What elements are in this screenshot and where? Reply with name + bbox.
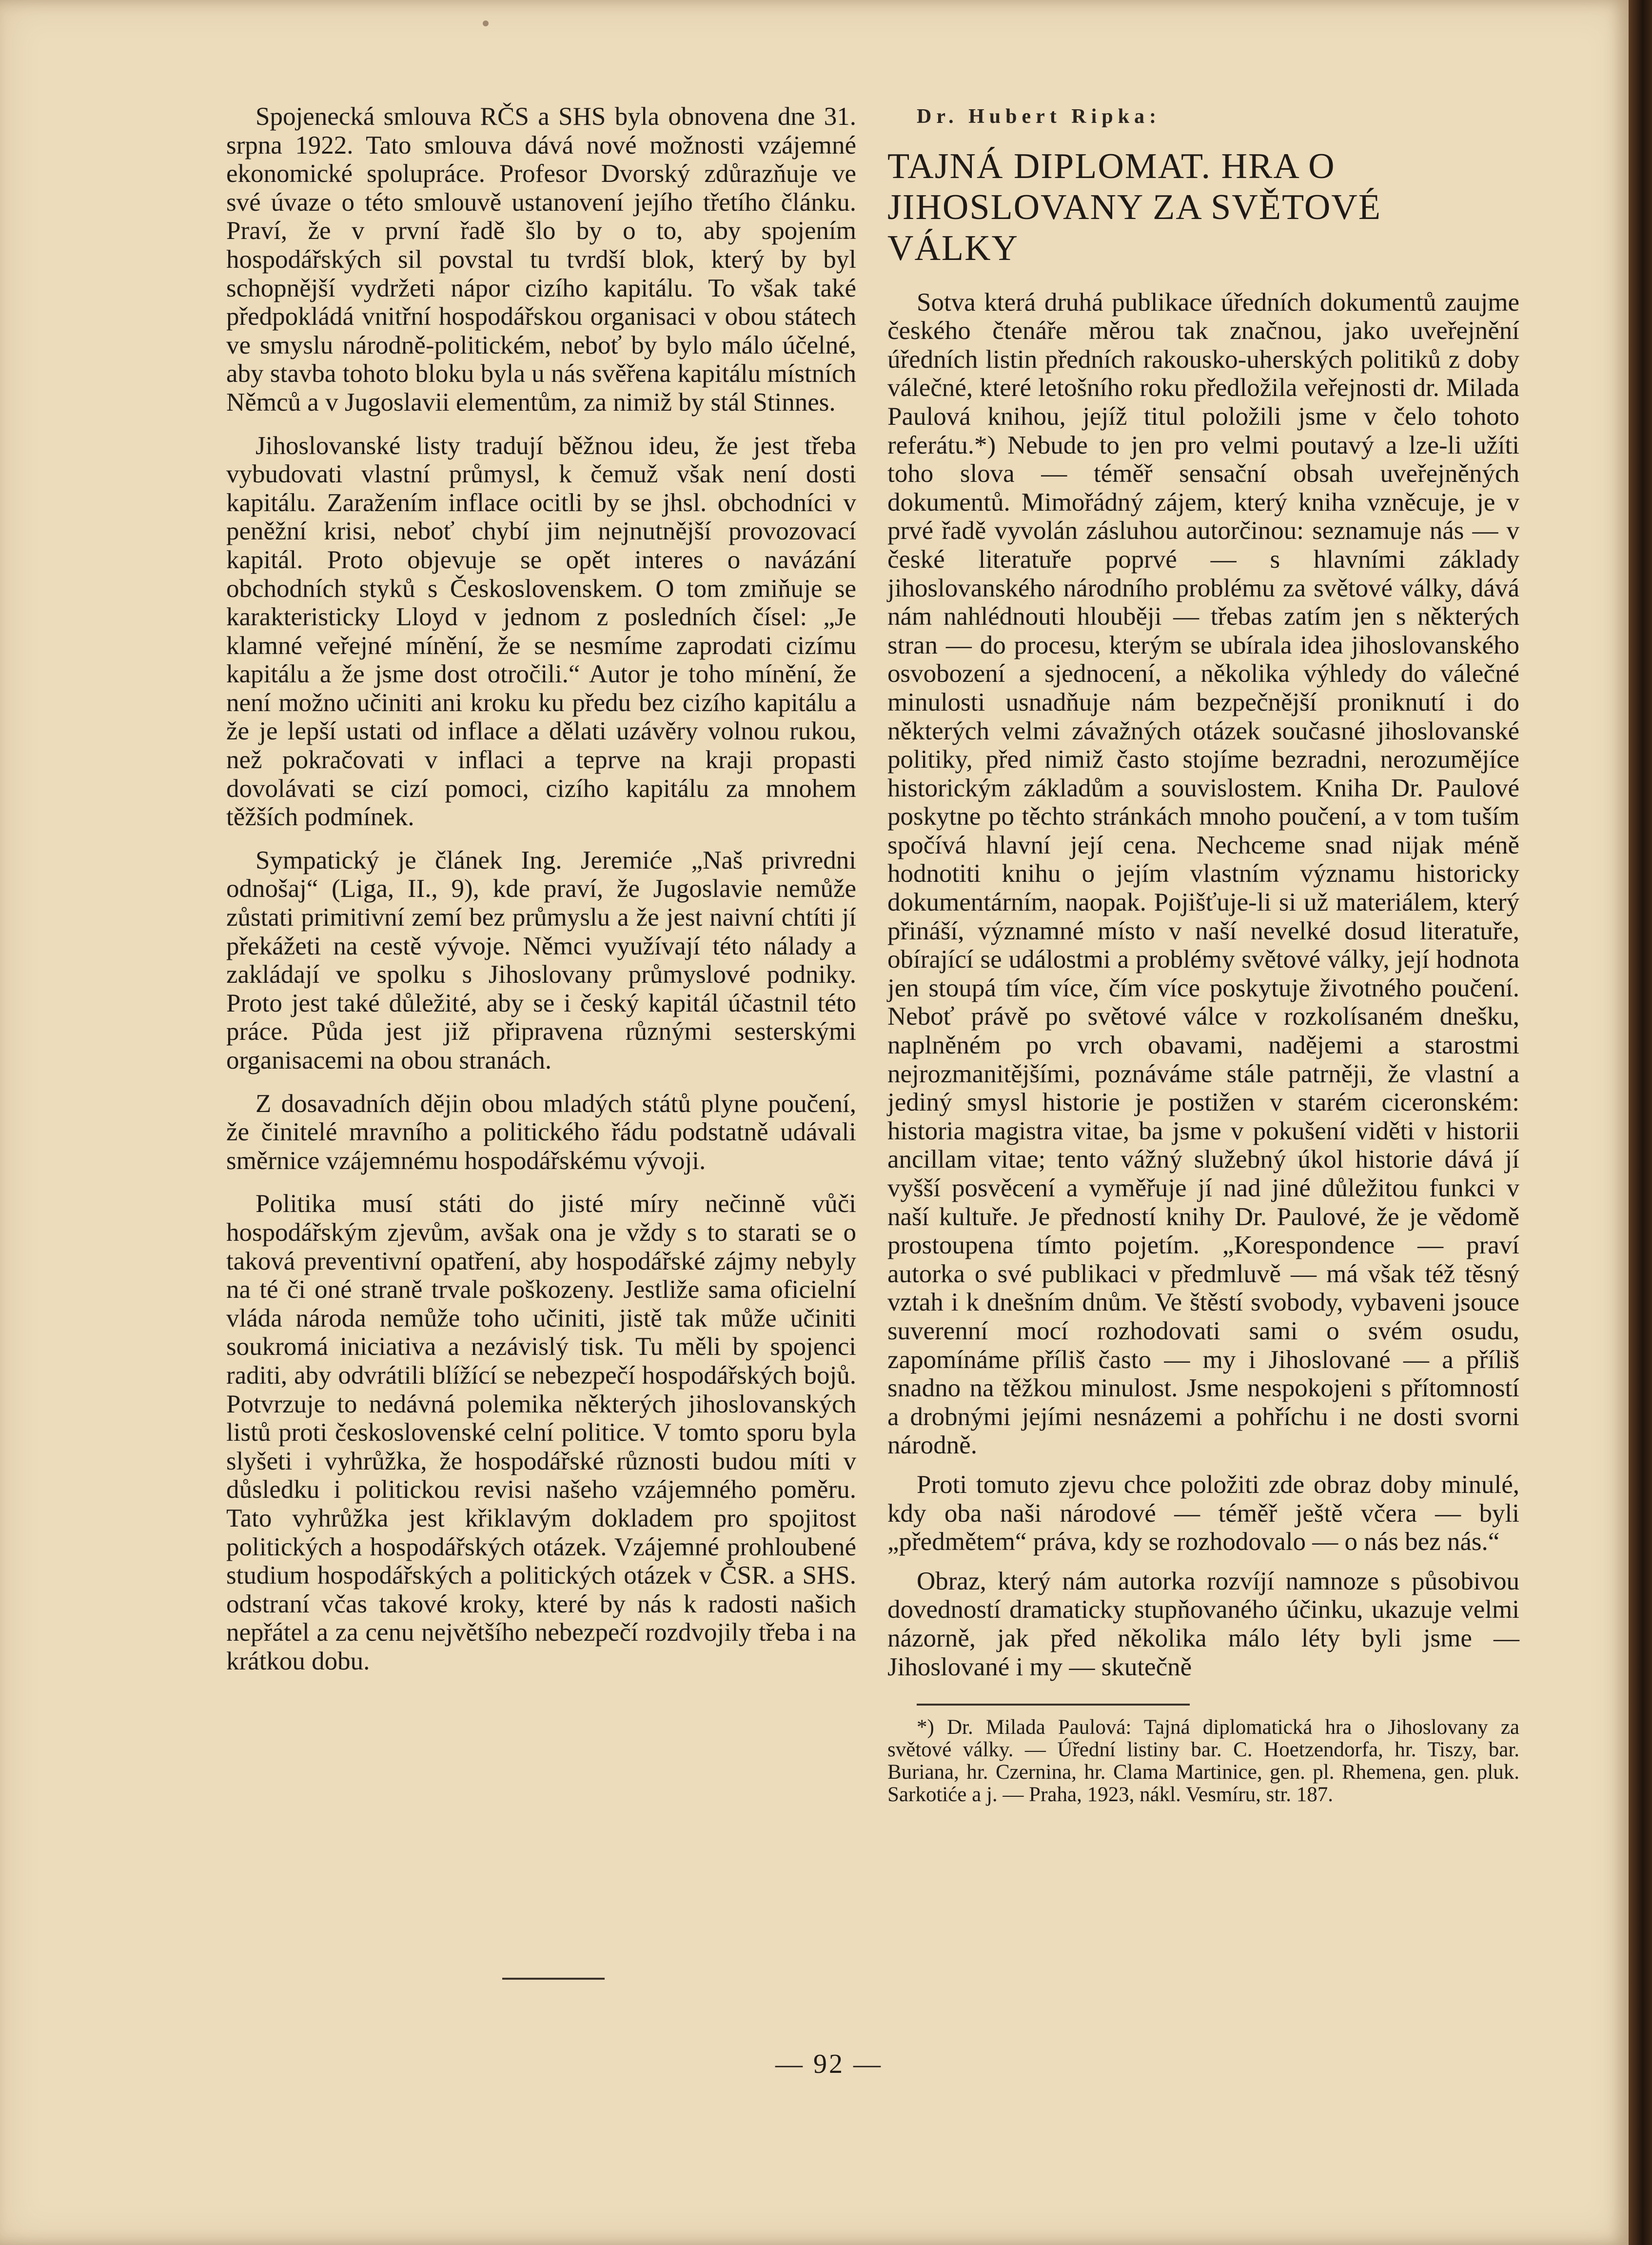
- page-number: — 92 —: [775, 2049, 883, 2079]
- right-paragraph-3: Obraz, který nám autorka rozvíjí namnoze s působivou dovedností dramaticky stupňovaného účinku, ukazuje velmi názorně, jak před několika málo léty byli jsme — Jihoslované i my — skutečně: [887, 1567, 1519, 1681]
- article-title: TAJNÁ DIPLOMAT. HRA O JIHOSLOVANY ZA SVĚTOVÉ VÁLKY: [887, 146, 1381, 268]
- article-byline: Dr. Hubert Ripka:: [917, 105, 1161, 128]
- right-column: [887, 102, 1519, 1821]
- left-paragraph-4: Z dosavadních dějin obou mladých států plyne poučení, že činitelé mravního a politického řádu podstatně udávali směrnice vzájemnému hospodářskému vývoji.: [226, 1089, 856, 1175]
- left-paragraph-5: Politika musí státi do jisté míry nečinně vůči hospodářským zjevům, avšak ona je vždy s to starati se o taková preventivní opatření, aby hospodářské zájmy nebyly na té či oné straně trvale poškozeny. Jestliže sama oficielní vláda národa nemůže toho učiniti, jistě tak může učiniti soukromá iniciativa a nezávislý tisk. Tu měli by spojenci raditi, aby odvrátili blížící se nebezpečí hospodářských bojů. Potvrzuje to nedávná polemika některých jihoslovanských listů proti československé celní politice. V tomto sporu byla slyšeti i vyhrůžka, že hospodářské různosti budou míti v důsledku i politickou revisi našeho vzájemného poměru. Tato vyhrůžka jest křiklavým dokladem pro spojitost politických a hospodářských otázek. Vzájemné prohloubené studium hospodářských a politických otázek v ČSR. a SHS. odstraní včas takové kroky, které by nás k radosti našich nepřátel a za cenu největšího nebezpečí rozdvojily třeba i na krátkou dobu.: [226, 1190, 856, 1675]
- footnote-rule: [917, 1704, 1190, 1706]
- right-paragraph-2: Proti tomuto zjevu chce položiti zde obraz doby minulé, kdy oba naši národové — téměř ještě včera — byli „předmětem“ práva, kdy se rozhodovalo — o nás bez nás.“: [887, 1470, 1519, 1556]
- right-paragraph-1: Sotva která druhá publikace úředních dokumentů zaujme českého čtenáře měrou tak značnou, jako uveřejnění úředních listin předních rakousko-uherských politiků z doby válečné, které letošního roku předložila veřejnosti dr. Milada Paulová knihou, jejíž titul položili jsme v čelo tohoto referátu.*) Nebude to jen pro velmi poutavý a lze-li užíti toho slova — téměř sensační obsah uveřejněných dokumentů. Mimořádný zájem, který kniha vzněcuje, je v prvé řadě vyvolán zásluhou autorčinou: seznamuje nás — v české literatuře poprvé — s hlavními základy jihoslovanského národního problému za světové války, dává nám nahlédnouti hlouběji — třebas zatím jen s některých stran — do procesu, kterým se ubírala idea jihoslovanského osvobození a sjednocení, a několika výhledy do válečné minulosti usnadňuje nám bezpečnější proniknutí i do některých velmi závažných otázek současné jihoslovanské politiky, před nimiž často stojíme bezradni, nerozumějíce historickým základům a souvislostem. Kniha Dr. Paulové poskytne po těchto stránkách mnoho poučení, a v tom tuším spočívá hlavní její cena. Nechceme snad nijak méně hodnotiti knihu o jejím vlastním významu historicky dokumentárním, naopak. Pojišťuje-li si už materiálem, který přináší, významné místo v naší nevelké dosud literatuře, obírající se událostmi a problémy světové války, její hodnota jen stoupá tím více, čím více poskytuje životného poučení. Neboť právě po světové válce v rozkolísaném dnešku, naplněném po vrch obavami, nadějemi a starostmi nejrozmanitějšími, poznáváme stále patrněji, že vlastní a jediný smysl historie je postižen v starém ciceronském: historia magistra vitae, ba jsme v pokušení viděti v historii ancillam vitae; tento vážný služebný úkol historie dává jí vyšší posvěcení a vyměřuje jí nad jiné důležitou funkci v naší kultuře. Je předností knihy Dr. Paulové, že je vědomě prostoupena tímto pojetím. „Korespondence — praví autorka o své publikaci v předmluvě — má však též těsný vztah i k dnešním dnům. Ve štěstí svobody, vybaveni jsouce suverenní mocí rozhodovati sami o svém osudu, zapomínáme příliš často — my i Jihoslované — a příliš snadno na těžkou minulost. Jsme nespokojeni s přítomností a drobnými jejími nesnázemi a pohříchu i ne dosti svorni národně.: [887, 288, 1519, 1460]
- left-column: [226, 102, 856, 1690]
- left-paragraph-1: Spojenecká smlouva RČS a SHS byla obnovena dne 31. srpna 1922. Tato smlouva dává nové možnosti vzájemné ekonomické spolupráce. Profesor Dvorský zdůrazňuje ve své úvaze o této smlouvě ustanovení jejího třetího článku. Praví, že v první řadě šlo by o to, aby spojením hospodářských sil povstal tu tvrdší blok, který by byl schopnější vydržeti nápor cizího kapitálu. To však také předpokládá vnitřní hospodářskou organisaci v obou státech ve smyslu národně-politickém, neboť by bylo málo účelné, aby stavba tohoto bloku byla u nás svěřena kapitálu místních Němců a v Jugoslavii elementům, za nimiž by stál Stinnes.: [226, 102, 856, 417]
- left-paragraph-2: Jihoslovanské listy tradují běžnou ideu, že jest třeba vybudovati vlastní průmysl, k čemuž však není dosti kapitálu. Zaražením inflace ocitli by se jhsl. obchodníci v peněžní krisi, neboť chybí jim nejnutnější provozovací kapitál. Proto objevuje se opět interes o navázání obchodních styků s Československem. O tom zmiňuje se karakteristicky Lloyd v jednom z posledních čísel: „Je klamné veřejné mínění, že se nesmíme zaprodati cizímu kapitálu a že jsme dost otročili.“ Autor je toho mínění, že není možno učiniti ani kroku ku předu bez cizího kapitálu a že je lepší ustati od inflace a dělati uzávěry volnou rukou, než pokračovati v inflaci a teprve na kraji propasti dovolávati se cizí pomoci, cizího kapitálu za mnohem těžších podmínek.: [226, 431, 856, 832]
- left-column-end-rule: [502, 1978, 605, 1980]
- binding-edge: [1629, 0, 1652, 2245]
- footnote: *) Dr. Milada Paulová: Tajná diplomatická hra o Jihoslovany za světové války. — Úřední listiny bar. C. Hoetzendorfa, hr. Tiszy, bar. Buriana, hr. Czernina, hr. Clama Martinice, gen. pl. Rhemena, gen. pluk. Sarkotiće a j. — Praha, 1923, nákl. Vesmíru, str. 187.: [887, 1716, 1519, 1807]
- left-paragraph-3: Sympatický je článek Ing. Jeremiće „Naš privredni odnošaj“ (Liga, II., 9), kde praví, že Jugoslavie nemůže zůstati primitivní zemí bez průmyslu a že jest naivní chtíti jí překážeti na cestě vývoje. Němci využívají této nálady a zakládají ve spolku s Jihoslovany průmyslové podniky. Proto jest také důležité, aby se i český kapitál účastnil této práce. Půda jest již připravena různými sesterskými organisacemi na obou stranách.: [226, 846, 856, 1074]
- ink-spot: [483, 20, 489, 26]
